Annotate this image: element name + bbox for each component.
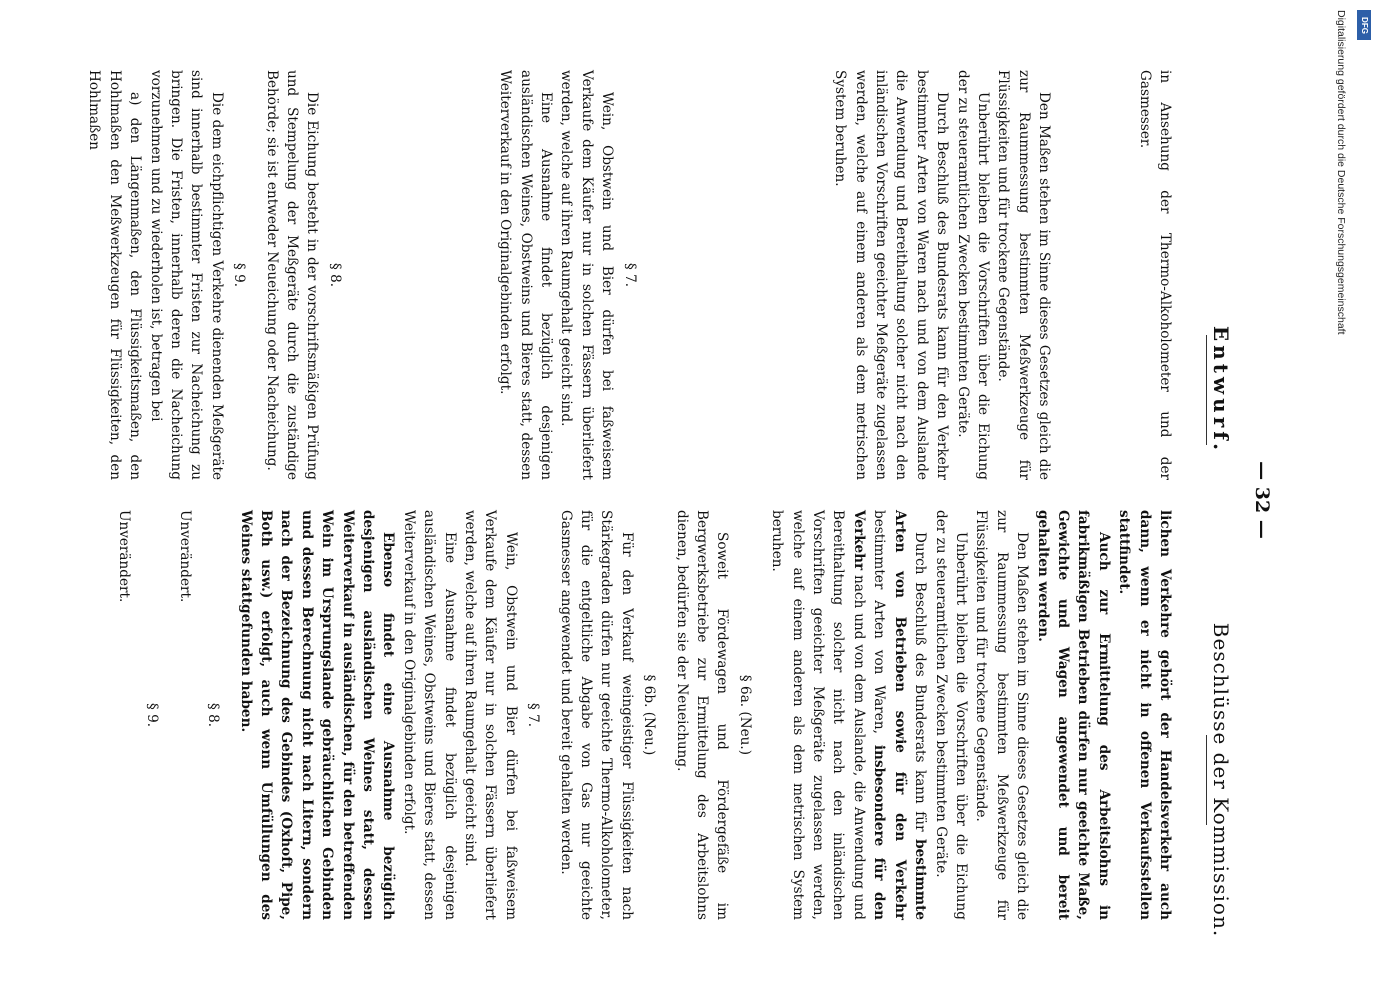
right-section-9-paragraph-1: Unverändert.: [115, 510, 132, 603]
right-paragraph-3-part-b: bestimmte Arten von Betrieben sowie für den Verkehr: [891, 510, 929, 921]
right-paragraph-0b: Auch zur Ermittelung des Arbeitslohns in fabrikmäßigen Betrieben dürfen nur geeichte Maße, Gewichte und Wagen angewendet und bereit gehalten werden.: [1034, 510, 1112, 920]
left-section-7-paragraph-2: Eine Ausnahme findet bezüglich desjenigen ausländischen Weines, Obstweins und Bieres statt, dessen Weiterverkauf in den Originalgebinden erfolgt.: [497, 70, 555, 480]
right-section-6a-paragraph-1: Soweit Fördewagen und Fördergefäße im Bergwerksbetriebe zur Ermittelung des Arbeitslohns dienen, bedürfen sie der Neueichung.: [673, 510, 731, 920]
right-section-6a-title: § 6a. (Neu.): [736, 674, 753, 756]
page-number: — 32 —: [1251, 461, 1273, 539]
left-section-9-title: § 9.: [231, 262, 248, 288]
commission-column: [114, 510, 1176, 920]
right-paragraph-3-part-a: Durch Beschluß des Bundesrats kann für: [912, 532, 929, 832]
right-paragraph-3: [767, 510, 930, 920]
right-section-8-title: § 8.: [205, 702, 222, 728]
right-paragraph-3-part-e: nach und von dem Auslande, die Anwendung und Bereithaltung solcher nicht nach den inländischen Vorschriften geeichter Meßgeräte zugelassen werden, welche auf einem anderen als dem metrischen System beruhen.: [769, 510, 867, 920]
left-column-heading: Entwurf.: [1209, 325, 1233, 455]
right-section-6b-paragraph-1: Für den Verkauf weingeistiger Flüssigkeiten nach Stärkegraden dürfen nur geeichte Thermo-Alkoholometer, für die entgeltliche Abgabe von Gas nur geeichte Gasmesser angewendet und bereit gehalten werden.: [557, 510, 635, 920]
right-section-7-paragraph-3: Ebenso findet eine Ausnahme bezüglich desjenigen ausländischen Weines statt, dessen Weiterverkauf in ausländischen, für den betreffenden Wein im Ursprungslande gebräuchlichen Gebinden und dessen Berechnung nicht nach Litern, sondern nach der Bezeichnung des Gebindes (Oxhoft, Pipe, Both usw.) erfolgt, auch wenn Umfüllungen des Weines stattgefunden haben.: [237, 510, 397, 920]
left-section-7-paragraph-1: Wein, Obstwein und Bier dürfen bei faßweisem Verkaufe dem Käufer nur in solchen Fässern überliefert werden, welche auf ihren Raumgehalt geeicht sind.: [558, 70, 616, 480]
digitization-note: [1335, 10, 1369, 990]
right-column-heading: Beschlüsse der Kommission.: [1209, 622, 1233, 938]
left-intro: in Ansehung der Thermo-Alkoholometer und der Gasmesser.: [1136, 70, 1173, 480]
right-section-8-paragraph-1: Unverändert.: [176, 510, 193, 603]
right-paragraph-1: Den Maßen stehen im Sinne dieses Gesetzes gleich die zur Raummessung bestimmten Meßwerkzeuge für Flüssigkeiten und für trockene Gegenstände.: [973, 510, 1031, 920]
right-section-7-paragraph-1: Wein, Obstwein und Bier dürfen bei faßweisem Verkaufe dem Käufer nur in solchen Fässern überliefert werden, welche auf ihren Raumgehalt geeicht sind.: [462, 510, 519, 920]
dfg-logo: [1357, 10, 1371, 40]
right-heading-rule: [1206, 735, 1207, 825]
left-section-8-paragraph-1: Die Eichung besteht in der vorschriftsmäßigen Prüfung und Stempelung der Meßgeräte durch die zuständige Behörde; sie ist entweder Neueichung oder Nacheichung.: [263, 70, 321, 480]
left-paragraph-3: Durch Beschluß des Bundesrats kann für den Verkehr bestimmter Arten von Waren nach und von dem Auslande die Anwendung und Bereithaltung solcher nicht nach den inländischen Vorschriften geeichter Meßgeräte zugelassen werden, welche auf einem anderen als dem metrischen System beruhen.: [832, 70, 951, 480]
right-section-7-paragraph-2: Eine Ausnahme findet bezüglich desjenigen ausländischen Weines, Obstweins und Bieres statt, dessen Weiterverkauf in den Originalgebinden erfolgt.: [400, 510, 458, 920]
left-section-9-item-a: a) den Längenmaßen, den Flüssigkeitsmaßen, den Hohlmaßen den Meßwerkzeugen für Flüssigkeiten, den Hohlmaßen: [86, 70, 144, 480]
right-paragraph-0: lichen Verkehre gehört der Handelsverkehr auch dann, wenn er nicht in offenen Verkaufsstellen stattfindet.: [1116, 510, 1173, 920]
right-section-9-title: § 9.: [144, 702, 161, 728]
right-section-7-title: § 7.: [525, 702, 542, 728]
left-section-7-title: § 7.: [621, 262, 638, 288]
left-paragraph-1: Den Maßen stehen im Sinne dieses Gesetzes gleich die zur Raummessung bestimmten Meßwerkzeuge für Flüssigkeiten und für trockene Gegenstände.: [995, 70, 1053, 480]
left-section-8-title: § 8.: [326, 262, 343, 288]
right-paragraph-3-part-d: insbesondere für den Verkehr: [850, 510, 888, 920]
left-heading-rule: [1206, 335, 1207, 445]
digitization-note-text: Digitalisierung gefördert durch die Deutsche Forschungsgemeinschaft: [1335, 10, 1347, 335]
right-paragraph-2: Unberührt bleiben die Vorschriften über die Eichung der zu steueramtlichen Zwecken bestimmten Geräte.: [932, 510, 969, 920]
left-section-9-paragraph-1: Die dem eichpflichtigen Verkehre dienenden Meßgeräte sind innerhalb bestimmter Fristen zur Nacheichung zu bringen. Die Fristen, innerhalb deren die Nacheichung vorzunehmen und zu wiederholen ist, betragen bei: [147, 70, 225, 480]
right-paragraph-3-part-c: bestimmter Arten von Waren,: [871, 510, 888, 734]
dfg-logo-text: DFG: [1359, 16, 1369, 34]
right-section-6b-title: § 6b. (Neu.): [641, 674, 658, 756]
left-paragraph-2: Unberührt bleiben die Vorschriften über die Eichung der zu steueramtlichen Zwecken bestimmten Geräte.: [954, 70, 991, 480]
draft-column: [84, 70, 1175, 480]
